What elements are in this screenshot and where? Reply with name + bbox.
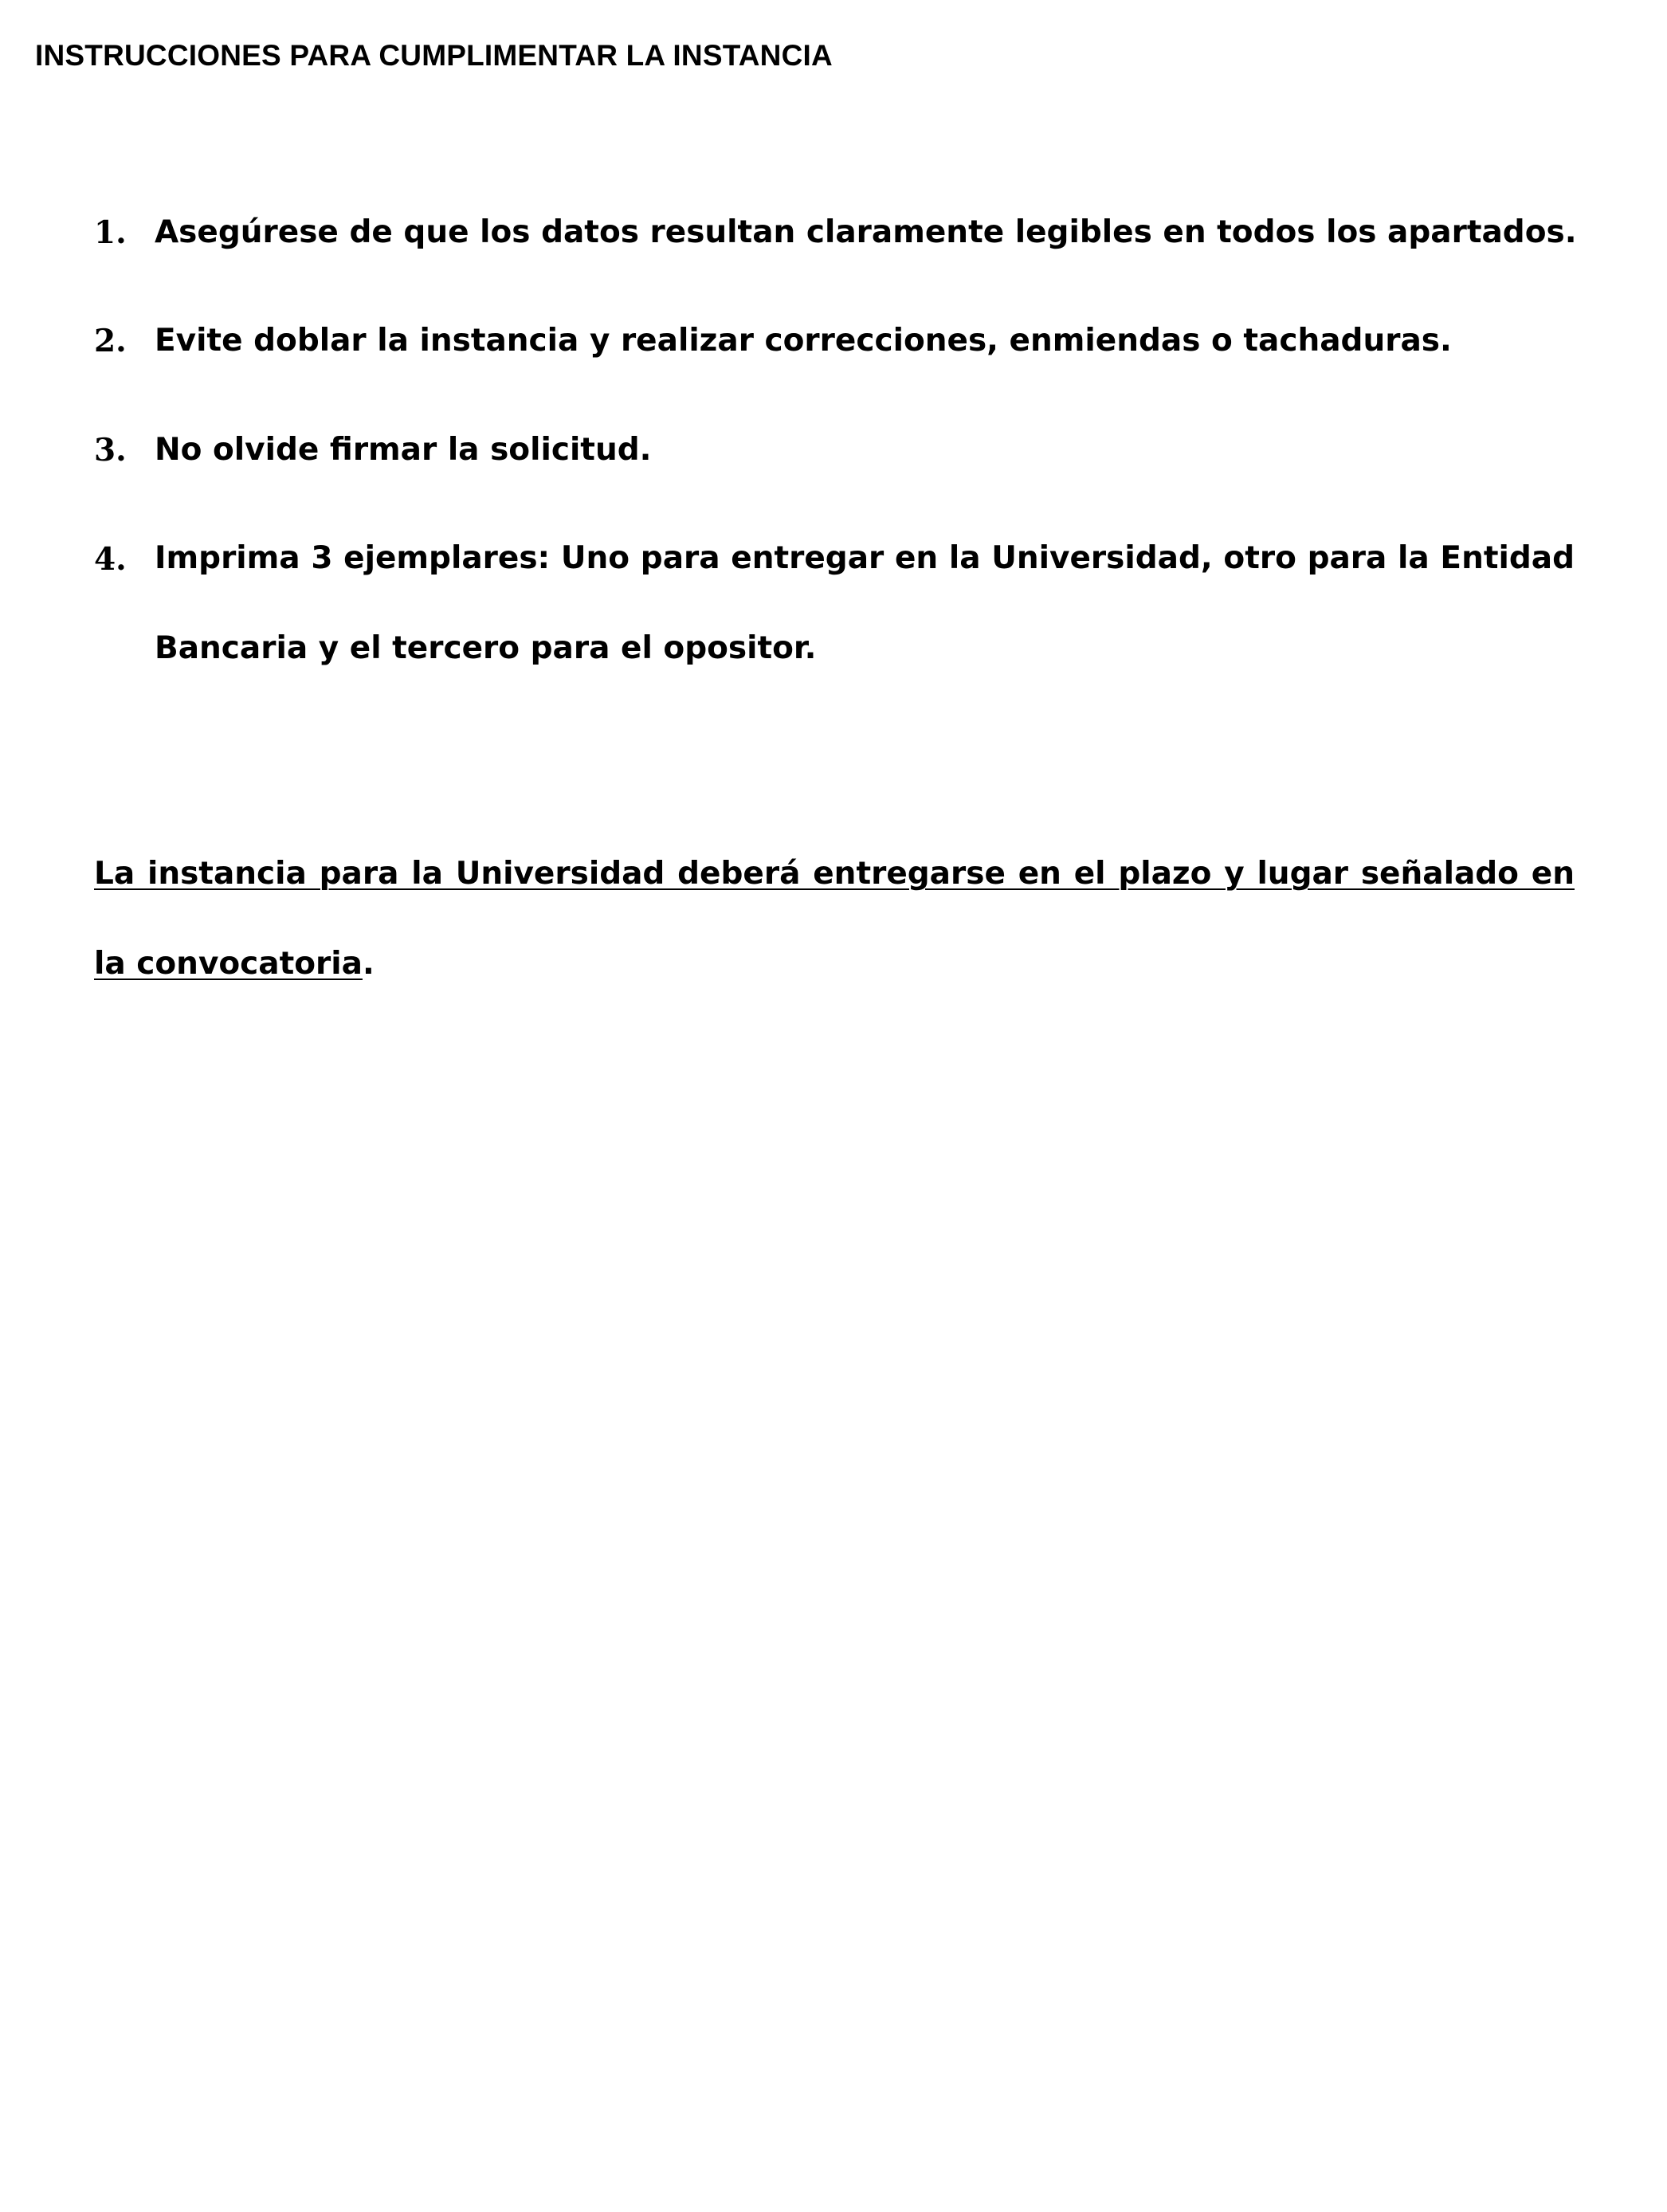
instruction-text-3: No olvide firmar la solicitud.: [155, 432, 652, 468]
delivery-note-period: .: [362, 946, 375, 982]
instruction-text-2: Evite doblar la instancia y realizar correcciones, enmiendas o tachaduras.: [155, 323, 1452, 359]
instruction-text-4: Imprima 3 ejemplares: Uno para entregar en la Universidad, otro para la Entidad Bancaria y el tercero para el opositor.: [155, 540, 1575, 666]
instruction-number-1: 1.: [94, 214, 127, 251]
instruction-number-3: 3.: [94, 432, 127, 469]
delivery-note: [94, 829, 1575, 1009]
delivery-note-underlined: La instancia para la Universidad deberá entregarse en el plazo y lugar señalado en la convocatoria: [94, 856, 1575, 982]
instruction-number-2: 2.: [94, 323, 127, 359]
instruction-text-1: Asegúrese de que los datos resultan claramente legibles en todos los apartados.: [155, 214, 1577, 250]
page-title: INSTRUCCIONES PARA CUMPLIMENTAR LA INSTANCIA: [35, 39, 833, 72]
instruction-number-4: 4.: [94, 541, 127, 578]
